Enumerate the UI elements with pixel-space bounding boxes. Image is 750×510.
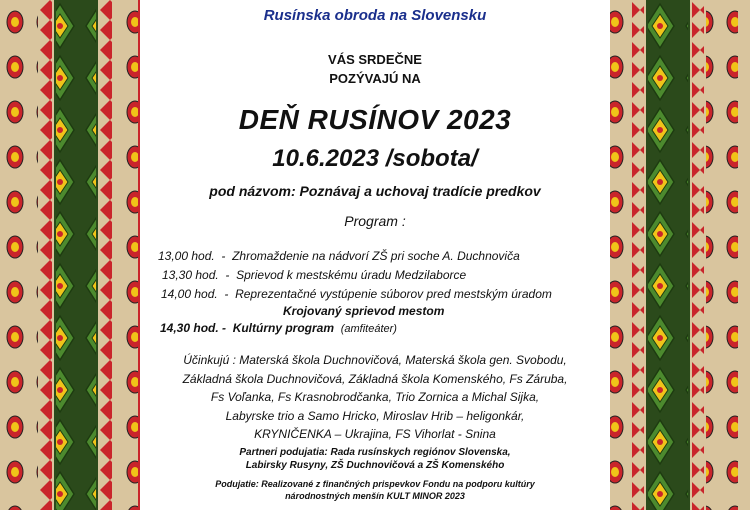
organization-name: Rusínska obroda na Slovensku [263, 7, 487, 24]
invite-line-2: POZÝVAJÚ NA [329, 71, 421, 86]
program-note: (amfiteáter) [340, 323, 397, 335]
program-item: 14,00 hod. - Reprezentačné vystúpenie súborov pred mestským úradom [161, 287, 552, 301]
program-time: 13,30 hod. [162, 268, 219, 282]
performers-line: Labyrske trio a Samo Hricko, Miroslav Hrib – heligonkár, [225, 408, 525, 423]
program-text: Sprievod k mestskému úradu Medzilaborce [236, 268, 467, 282]
performers-block [148, 351, 602, 444]
event-date: 10.6.2023 /sobota/ [272, 145, 478, 172]
left-folk-border [0, 0, 150, 510]
event-subtitle: pod názvom: Poznávaj a uchovaj tradície predkov [209, 183, 541, 199]
invite-line-1: VÁS SRDEČNE [328, 52, 422, 67]
program-text: Kultúrny program [232, 321, 335, 335]
partners-line: Labirsky Rusyny, ZŠ Duchnovičová a ZŠ Komenského [245, 460, 505, 471]
support-line: Podujatie: Realizované z finančných prispevkov Fondu na podporu kultúry [215, 479, 535, 489]
program-text: Reprezentačné vystúpenie súborov pred mestským úradom [235, 287, 552, 301]
program-time: 13,00 hod. [158, 249, 215, 263]
program-item: 14,30 hod. - Kultúrny program (amfiteáter) [160, 321, 397, 335]
program-item: 13,00 hod. - Zhromaždenie na nádvorí ZŠ pri soche A. Duchnoviča [158, 249, 520, 263]
program-time: 14,00 hod. [161, 287, 218, 301]
support-line: národnostných menšín KULT MINOR 2023 [285, 491, 465, 501]
partners-block [140, 446, 610, 472]
performers-label: Účinkujú : [183, 353, 236, 367]
program-text: Krojovaný sprievod mestom [283, 304, 445, 318]
partners-line: Partneri podujatia: Rada rusínskych regiónov Slovenska, [239, 447, 511, 458]
program-item: 13,30 hod. - Sprievod k mestskému úradu Medzilaborce [162, 268, 467, 282]
invitation-content [140, 0, 610, 510]
program-heading: Program : [344, 213, 406, 229]
program-time: 14,30 hod. [160, 321, 219, 335]
performers-line: KRYNIČENKA – Ukrajina, FS Vihorlat - Snina [254, 427, 496, 441]
program-item [283, 304, 444, 318]
support-block [140, 478, 610, 502]
event-title: DEŇ RUSÍNOV 2023 [238, 104, 512, 135]
program-text: Zhromaždenie na nádvorí ZŠ pri soche A. Duchnoviča [232, 249, 520, 263]
performers-line: Základná škola Duchnovičová, Základná škola Komenského, Fs Záruba, [182, 371, 568, 386]
performers-line: Fs Voľanka, Fs Krasnobrodčanka, Trio Zornica a Michal Sijka, [210, 390, 540, 404]
performers-line: Materská škola Duchnovičová, Materská škola gen. Svobodu, [239, 353, 567, 367]
right-folk-border [600, 0, 750, 510]
